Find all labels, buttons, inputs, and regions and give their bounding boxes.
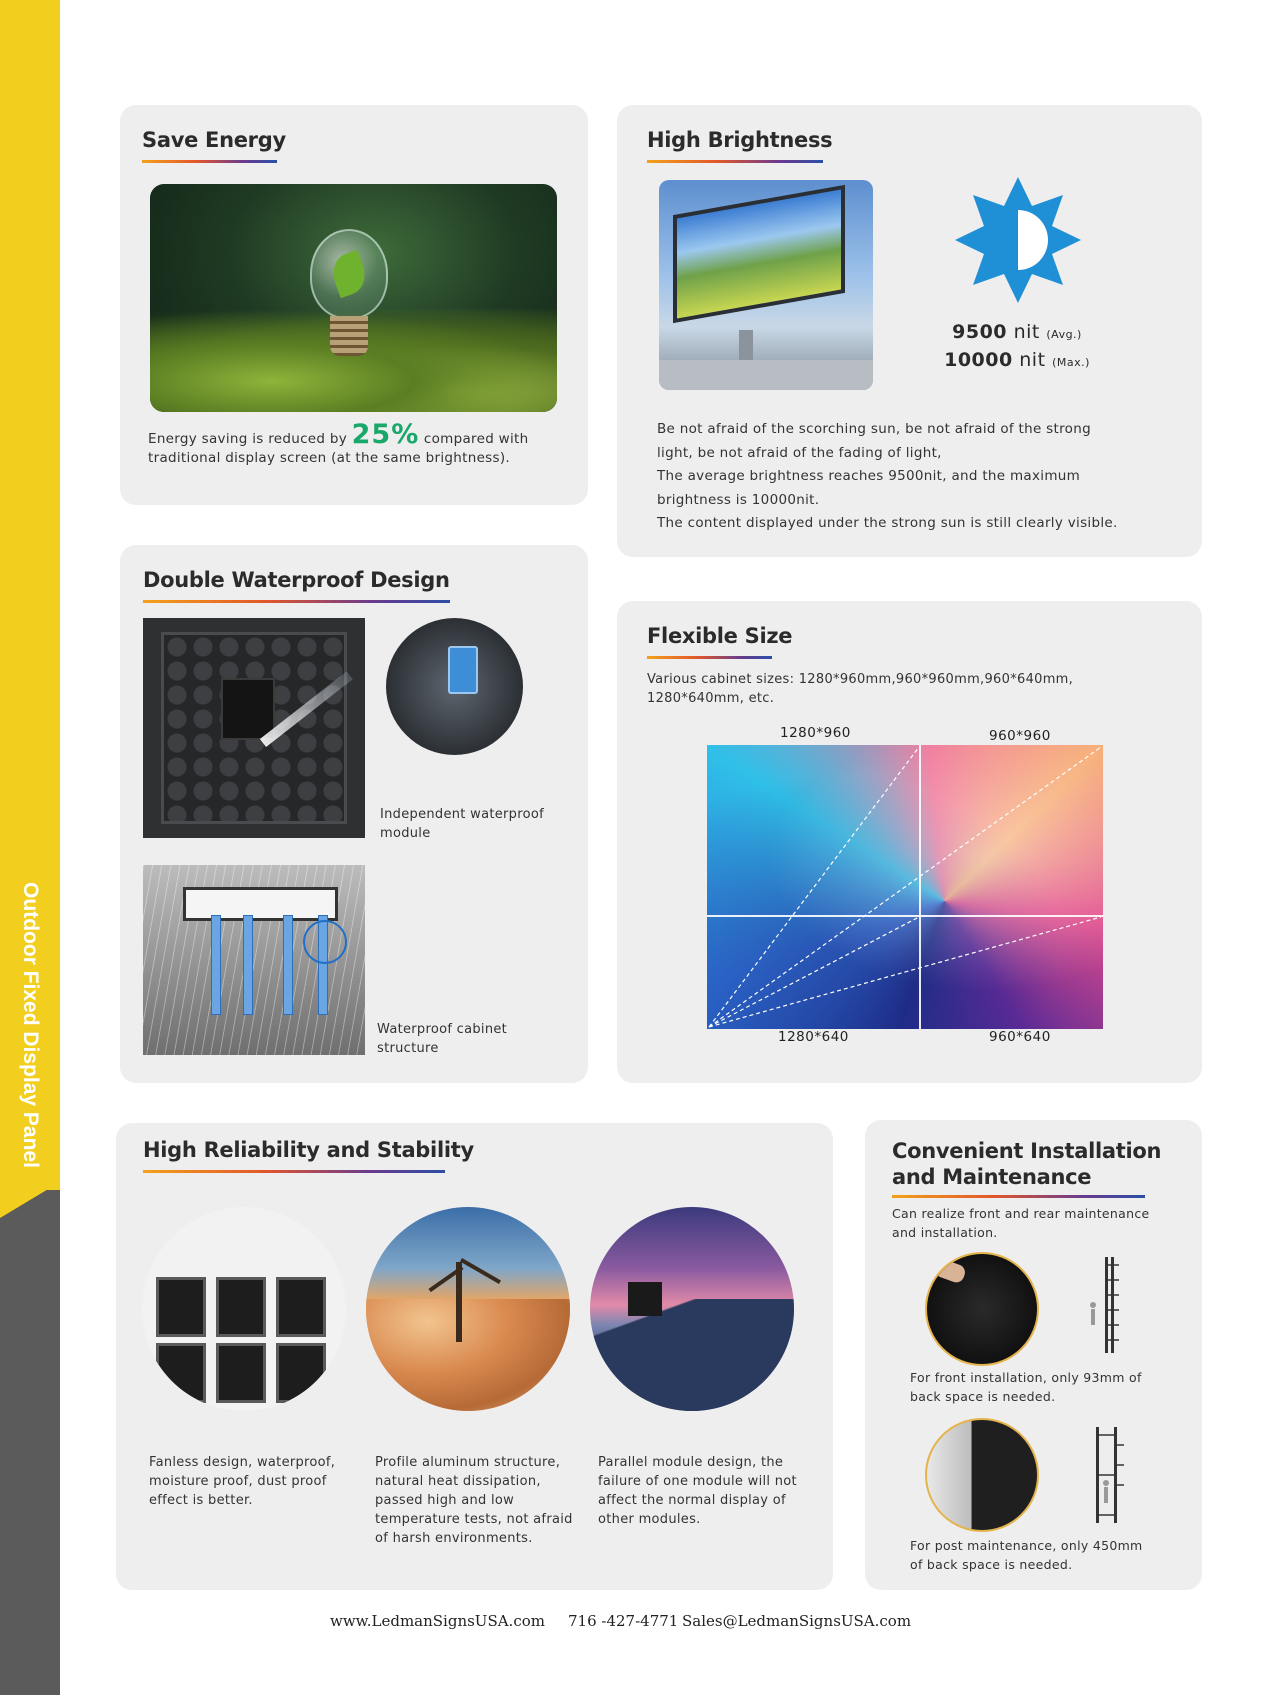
save-energy-percent: 25% — [351, 419, 420, 450]
reliability-card — [116, 1123, 833, 1590]
flexible-size-title-underline — [647, 656, 772, 659]
post-maintenance-photo — [925, 1418, 1039, 1532]
reliability-col-3 — [598, 1453, 823, 1529]
billboard-ground — [659, 360, 873, 390]
installation-desc-line: Can realize front and rear maintenance — [892, 1206, 1150, 1221]
footer-phone: 716 -427-4771 — [568, 1612, 679, 1630]
size-label-1280x960: 1280*960 — [780, 725, 851, 741]
panel-module — [276, 1343, 326, 1403]
flexible-desc-line: Various cabinet sizes: 1280*960mm,960*960mm,960*640mm, — [647, 672, 1074, 687]
max-brightness-value: 10000 — [944, 349, 1013, 371]
sand-dune — [366, 1299, 570, 1411]
desert-tree-photo — [366, 1207, 570, 1411]
sidebar-product-label: Outdoor Fixed Display Panel — [19, 882, 42, 1168]
brightness-line: light, be not afraid of the fading of light, — [657, 444, 942, 461]
cabinet-caption — [377, 1020, 577, 1058]
cabinet-power-box — [221, 678, 275, 740]
waterproof-title-underline — [143, 600, 450, 603]
front-install-line: back space is needed. — [910, 1389, 1056, 1404]
front-install-rack-icon — [1085, 1255, 1125, 1355]
panel-module — [156, 1343, 206, 1403]
installation-title-line: and Maintenance — [892, 1165, 1092, 1189]
panel-module — [216, 1343, 266, 1403]
post-maintenance-rack-icon — [1090, 1425, 1130, 1525]
save-energy-text-before: Energy saving is reduced by — [148, 431, 352, 447]
post-maintenance-line: of back space is needed. — [910, 1557, 1073, 1572]
high-brightness-text — [657, 418, 1197, 536]
reliability-line: of harsh environments. — [375, 1531, 533, 1546]
high-brightness-title-underline — [647, 160, 823, 163]
waterproof-card — [120, 545, 588, 1083]
reliability-line: temperature tests, not afraid — [375, 1512, 573, 1527]
save-energy-text-after: compared with — [419, 431, 529, 447]
module-caption — [380, 805, 580, 843]
panel-module — [276, 1277, 326, 1337]
brightness-line: The content displayed under the strong sun is still clearly visible. — [657, 515, 1118, 531]
cabinet-size-graphic — [707, 745, 1103, 1029]
highlight-ring — [303, 920, 347, 964]
front-install-caption — [910, 1368, 1190, 1406]
reliability-line: passed high and low — [375, 1493, 515, 1508]
module-caption-line: module — [380, 826, 431, 841]
cabinet-bar — [243, 915, 253, 1015]
billboard-screen — [673, 185, 845, 323]
reliability-line: affect the normal display of — [598, 1493, 786, 1508]
brightness-line: The average brightness reaches 9500nit, and the maximum — [657, 468, 1081, 484]
billboard-photo — [659, 180, 873, 390]
installation-card — [865, 1120, 1202, 1590]
flexible-desc-line: 1280*640mm, etc. — [647, 691, 775, 706]
panel-module — [216, 1277, 266, 1337]
diagonal-guide-lines — [707, 745, 1103, 1029]
hand — [933, 1257, 967, 1284]
installation-desc — [892, 1204, 1192, 1242]
reliability-line: Parallel module design, the — [598, 1455, 784, 1470]
front-install-line: For front installation, only 93mm of — [910, 1370, 1142, 1385]
reliability-line: failure of one module will not — [598, 1474, 797, 1489]
avg-brightness-note: (Avg.) — [1046, 328, 1082, 341]
reliability-title: High Reliability and Stability — [143, 1138, 474, 1162]
brightness-sun-icon — [955, 177, 1081, 303]
installation-title-underline — [892, 1195, 1145, 1198]
cabinet-bar — [283, 915, 293, 1015]
cabinet-caption-line: structure — [377, 1041, 439, 1056]
waterproof-module-photo — [386, 618, 523, 755]
cabinet-rain-photo — [143, 865, 365, 1055]
avg-brightness-value: 9500 — [952, 321, 1008, 343]
brightness-line: brightness is 10000nit. — [657, 491, 820, 508]
avg-brightness — [907, 321, 1127, 343]
reliability-line: natural heat dissipation, — [375, 1474, 541, 1489]
avg-brightness-unit: nit — [1007, 321, 1047, 343]
save-energy-title-underline — [142, 160, 277, 163]
post-maintenance-caption — [910, 1536, 1190, 1574]
flexible-size-title: Flexible Size — [647, 624, 793, 648]
size-label-960x640: 960*640 — [989, 1029, 1051, 1045]
panel-module — [156, 1277, 206, 1337]
save-energy-card — [120, 105, 588, 505]
save-energy-title: Save Energy — [142, 128, 286, 152]
bulb-base — [330, 316, 368, 356]
installation-desc-line: and installation. — [892, 1225, 998, 1240]
max-brightness — [907, 349, 1127, 371]
module-blue-connector — [448, 646, 478, 694]
cabinet-caption-line: Waterproof cabinet — [377, 1022, 508, 1037]
brightness-line: Be not afraid of the scorching sun, be not afraid of the strong — [657, 421, 1091, 437]
reliability-line: Profile aluminum structure, — [375, 1455, 561, 1470]
high-brightness-card — [617, 105, 1202, 557]
flexible-size-card — [617, 601, 1202, 1083]
cabinet-back-photo — [143, 618, 365, 838]
installation-title — [892, 1138, 1192, 1190]
size-label-1280x640: 1280*640 — [778, 1029, 849, 1045]
max-brightness-unit: nit — [1012, 349, 1053, 371]
save-energy-text — [148, 419, 578, 468]
reliability-line: effect is better. — [149, 1493, 253, 1508]
save-energy-text-line2: traditional display screen (at the same brightness). — [148, 450, 511, 466]
footer-email[interactable]: Sales@LedmanSignsUSA.com — [682, 1612, 912, 1630]
reliability-title-underline — [143, 1170, 445, 1173]
installation-title-line: Convenient Installation — [892, 1139, 1162, 1163]
reliability-col-1 — [149, 1453, 354, 1510]
sidebar-diagonal-cut — [0, 1182, 60, 1218]
high-brightness-title: High Brightness — [647, 128, 833, 152]
flexible-size-desc — [647, 670, 1187, 708]
reliability-col-2 — [375, 1453, 590, 1548]
cabinet-bar — [211, 915, 221, 1015]
size-label-960x960: 960*960 — [989, 728, 1051, 744]
module-caption-line: Independent waterproof — [380, 807, 544, 822]
mountain-silhouette — [590, 1299, 794, 1411]
dead-tree-trunk — [456, 1262, 462, 1342]
cabinet-frame — [183, 887, 338, 921]
reliability-line: other modules. — [598, 1512, 701, 1527]
max-brightness-note: (Max.) — [1052, 356, 1090, 369]
mountain-dusk-photo — [590, 1207, 794, 1411]
lightbulb-photo — [150, 184, 557, 412]
dead-tree-branch — [460, 1258, 501, 1284]
front-install-photo — [925, 1252, 1039, 1366]
post-maintenance-line: For post maintenance, only 450mm — [910, 1538, 1143, 1553]
reliability-line: Fanless design, waterproof, — [149, 1455, 336, 1470]
failed-module-square — [628, 1282, 662, 1316]
fanless-panel-photo — [142, 1207, 346, 1411]
footer-website[interactable]: www.LedmanSignsUSA.com — [330, 1612, 545, 1630]
waterproof-title: Double Waterproof Design — [143, 568, 450, 592]
sidebar-gray-band — [0, 1190, 60, 1695]
reliability-line: moisture proof, dust proof — [149, 1474, 327, 1489]
